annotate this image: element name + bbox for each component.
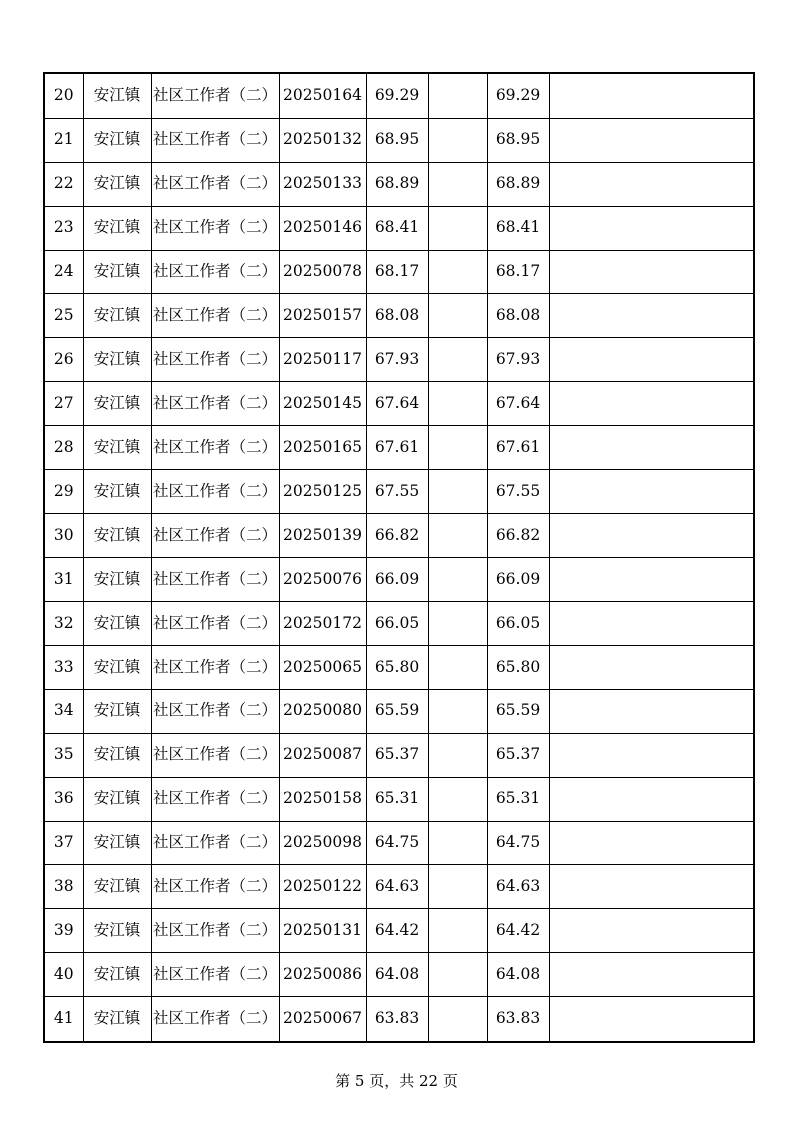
cell-row-number: 28	[44, 426, 83, 470]
cell-row-number: 27	[44, 382, 83, 426]
cell-score: 65.80	[366, 645, 428, 689]
cell-town: 安江镇	[83, 777, 151, 821]
cell-empty	[428, 821, 487, 865]
cell-remark	[549, 206, 754, 250]
cell-remark	[549, 733, 754, 777]
cell-total-score: 68.89	[487, 162, 549, 206]
cell-position: 社区工作者（二）	[151, 997, 279, 1042]
cell-empty	[428, 382, 487, 426]
cell-exam-number: 20250122	[279, 865, 366, 909]
cell-exam-number: 20250125	[279, 470, 366, 514]
cell-town: 安江镇	[83, 118, 151, 162]
cell-empty	[428, 250, 487, 294]
cell-town: 安江镇	[83, 426, 151, 470]
cell-position: 社区工作者（二）	[151, 162, 279, 206]
table-row	[44, 470, 754, 514]
cell-town: 安江镇	[83, 514, 151, 558]
cell-town: 安江镇	[83, 162, 151, 206]
cell-position: 社区工作者（二）	[151, 206, 279, 250]
cell-total-score: 65.31	[487, 777, 549, 821]
cell-total-score: 68.95	[487, 118, 549, 162]
cell-empty	[428, 997, 487, 1042]
cell-remark	[549, 250, 754, 294]
cell-exam-number: 20250086	[279, 953, 366, 997]
cell-score: 65.37	[366, 733, 428, 777]
cell-remark	[549, 162, 754, 206]
cell-empty	[428, 294, 487, 338]
table-row	[44, 601, 754, 645]
cell-total-score: 68.08	[487, 294, 549, 338]
cell-position: 社区工作者（二）	[151, 382, 279, 426]
cell-remark	[549, 821, 754, 865]
table-row	[44, 73, 754, 118]
cell-total-score: 68.17	[487, 250, 549, 294]
cell-empty	[428, 118, 487, 162]
cell-empty	[428, 73, 487, 118]
cell-remark	[549, 689, 754, 733]
cell-town: 安江镇	[83, 73, 151, 118]
cell-score: 66.82	[366, 514, 428, 558]
cell-town: 安江镇	[83, 733, 151, 777]
table-row	[44, 294, 754, 338]
cell-position: 社区工作者（二）	[151, 470, 279, 514]
cell-remark	[549, 601, 754, 645]
cell-exam-number: 20250139	[279, 514, 366, 558]
cell-exam-number: 20250098	[279, 821, 366, 865]
cell-total-score: 63.83	[487, 997, 549, 1042]
cell-position: 社区工作者（二）	[151, 250, 279, 294]
cell-total-score: 67.64	[487, 382, 549, 426]
cell-town: 安江镇	[83, 206, 151, 250]
cell-exam-number: 20250132	[279, 118, 366, 162]
cell-town: 安江镇	[83, 997, 151, 1042]
cell-exam-number: 20250164	[279, 73, 366, 118]
cell-score: 66.05	[366, 601, 428, 645]
cell-row-number: 36	[44, 777, 83, 821]
cell-score: 67.64	[366, 382, 428, 426]
cell-town: 安江镇	[83, 557, 151, 601]
cell-row-number: 35	[44, 733, 83, 777]
cell-position: 社区工作者（二）	[151, 118, 279, 162]
cell-row-number: 21	[44, 118, 83, 162]
table-row	[44, 557, 754, 601]
cell-row-number: 20	[44, 73, 83, 118]
cell-total-score: 64.75	[487, 821, 549, 865]
cell-town: 安江镇	[83, 382, 151, 426]
cell-town: 安江镇	[83, 338, 151, 382]
cell-row-number: 25	[44, 294, 83, 338]
table-row	[44, 953, 754, 997]
table-row	[44, 777, 754, 821]
cell-row-number: 40	[44, 953, 83, 997]
cell-remark	[549, 777, 754, 821]
cell-score: 63.83	[366, 997, 428, 1042]
table-row	[44, 514, 754, 558]
table-row	[44, 909, 754, 953]
table-row	[44, 338, 754, 382]
cell-row-number: 26	[44, 338, 83, 382]
cell-exam-number: 20250158	[279, 777, 366, 821]
cell-position: 社区工作者（二）	[151, 557, 279, 601]
table-row	[44, 206, 754, 250]
cell-empty	[428, 162, 487, 206]
cell-empty	[428, 426, 487, 470]
score-table	[43, 72, 755, 1043]
cell-total-score: 64.63	[487, 865, 549, 909]
cell-exam-number: 20250078	[279, 250, 366, 294]
cell-town: 安江镇	[83, 250, 151, 294]
cell-empty	[428, 689, 487, 733]
cell-total-score: 64.08	[487, 953, 549, 997]
cell-score: 68.89	[366, 162, 428, 206]
cell-empty	[428, 645, 487, 689]
cell-remark	[549, 426, 754, 470]
cell-score: 69.29	[366, 73, 428, 118]
cell-position: 社区工作者（二）	[151, 338, 279, 382]
cell-exam-number: 20250076	[279, 557, 366, 601]
cell-row-number: 32	[44, 601, 83, 645]
cell-total-score: 65.80	[487, 645, 549, 689]
cell-position: 社区工作者（二）	[151, 294, 279, 338]
table-row	[44, 426, 754, 470]
cell-exam-number: 20250087	[279, 733, 366, 777]
cell-remark	[549, 294, 754, 338]
cell-exam-number: 20250157	[279, 294, 366, 338]
cell-position: 社区工作者（二）	[151, 426, 279, 470]
cell-exam-number: 20250165	[279, 426, 366, 470]
cell-position: 社区工作者（二）	[151, 953, 279, 997]
cell-total-score: 67.93	[487, 338, 549, 382]
cell-total-score: 64.42	[487, 909, 549, 953]
cell-row-number: 24	[44, 250, 83, 294]
cell-town: 安江镇	[83, 821, 151, 865]
cell-score: 64.42	[366, 909, 428, 953]
cell-remark	[549, 557, 754, 601]
table-row	[44, 645, 754, 689]
cell-town: 安江镇	[83, 909, 151, 953]
cell-exam-number: 20250117	[279, 338, 366, 382]
cell-row-number: 30	[44, 514, 83, 558]
cell-score: 65.59	[366, 689, 428, 733]
cell-empty	[428, 338, 487, 382]
cell-score: 66.09	[366, 557, 428, 601]
cell-total-score: 67.61	[487, 426, 549, 470]
cell-row-number: 22	[44, 162, 83, 206]
cell-score: 64.63	[366, 865, 428, 909]
cell-remark	[549, 470, 754, 514]
cell-position: 社区工作者（二）	[151, 909, 279, 953]
cell-exam-number: 20250131	[279, 909, 366, 953]
cell-total-score: 66.82	[487, 514, 549, 558]
cell-position: 社区工作者（二）	[151, 689, 279, 733]
table-row	[44, 162, 754, 206]
cell-row-number: 31	[44, 557, 83, 601]
cell-remark	[549, 514, 754, 558]
cell-remark	[549, 338, 754, 382]
page-number-footer: 第 5 页，共 22 页	[335, 1072, 458, 1090]
cell-position: 社区工作者（二）	[151, 821, 279, 865]
cell-position: 社区工作者（二）	[151, 73, 279, 118]
cell-score: 64.08	[366, 953, 428, 997]
table-row	[44, 382, 754, 426]
cell-position: 社区工作者（二）	[151, 865, 279, 909]
cell-total-score: 69.29	[487, 73, 549, 118]
cell-empty	[428, 733, 487, 777]
table-row	[44, 997, 754, 1042]
cell-remark	[549, 118, 754, 162]
cell-exam-number: 20250172	[279, 601, 366, 645]
cell-empty	[428, 865, 487, 909]
cell-score: 67.93	[366, 338, 428, 382]
cell-empty	[428, 557, 487, 601]
cell-remark	[549, 997, 754, 1042]
cell-row-number: 41	[44, 997, 83, 1042]
cell-remark	[549, 73, 754, 118]
cell-exam-number: 20250067	[279, 997, 366, 1042]
cell-empty	[428, 206, 487, 250]
cell-exam-number: 20250145	[279, 382, 366, 426]
cell-remark	[549, 645, 754, 689]
cell-town: 安江镇	[83, 470, 151, 514]
cell-score: 64.75	[366, 821, 428, 865]
cell-position: 社区工作者（二）	[151, 733, 279, 777]
cell-total-score: 65.59	[487, 689, 549, 733]
cell-score: 68.41	[366, 206, 428, 250]
cell-empty	[428, 953, 487, 997]
cell-remark	[549, 953, 754, 997]
cell-row-number: 23	[44, 206, 83, 250]
cell-empty	[428, 470, 487, 514]
cell-remark	[549, 865, 754, 909]
table-row	[44, 689, 754, 733]
cell-empty	[428, 514, 487, 558]
cell-remark	[549, 909, 754, 953]
cell-total-score: 65.37	[487, 733, 549, 777]
cell-row-number: 37	[44, 821, 83, 865]
cell-row-number: 38	[44, 865, 83, 909]
cell-score: 68.95	[366, 118, 428, 162]
table-row	[44, 865, 754, 909]
cell-town: 安江镇	[83, 865, 151, 909]
cell-empty	[428, 909, 487, 953]
cell-score: 68.08	[366, 294, 428, 338]
cell-position: 社区工作者（二）	[151, 777, 279, 821]
cell-row-number: 34	[44, 689, 83, 733]
cell-exam-number: 20250080	[279, 689, 366, 733]
cell-total-score: 67.55	[487, 470, 549, 514]
cell-total-score: 66.05	[487, 601, 549, 645]
cell-position: 社区工作者（二）	[151, 514, 279, 558]
cell-town: 安江镇	[83, 689, 151, 733]
cell-score: 65.31	[366, 777, 428, 821]
table-row	[44, 733, 754, 777]
cell-row-number: 39	[44, 909, 83, 953]
cell-position: 社区工作者（二）	[151, 645, 279, 689]
cell-exam-number: 20250146	[279, 206, 366, 250]
cell-exam-number: 20250065	[279, 645, 366, 689]
cell-total-score: 68.41	[487, 206, 549, 250]
cell-remark	[549, 382, 754, 426]
cell-score: 67.61	[366, 426, 428, 470]
table-row	[44, 821, 754, 865]
cell-town: 安江镇	[83, 953, 151, 997]
table-row	[44, 250, 754, 294]
cell-empty	[428, 601, 487, 645]
table-row	[44, 118, 754, 162]
cell-row-number: 29	[44, 470, 83, 514]
cell-empty	[428, 777, 487, 821]
cell-row-number: 33	[44, 645, 83, 689]
cell-town: 安江镇	[83, 645, 151, 689]
cell-exam-number: 20250133	[279, 162, 366, 206]
cell-town: 安江镇	[83, 294, 151, 338]
cell-total-score: 66.09	[487, 557, 549, 601]
cell-score: 67.55	[366, 470, 428, 514]
cell-score: 68.17	[366, 250, 428, 294]
cell-town: 安江镇	[83, 601, 151, 645]
cell-position: 社区工作者（二）	[151, 601, 279, 645]
score-table-body	[44, 73, 754, 1042]
